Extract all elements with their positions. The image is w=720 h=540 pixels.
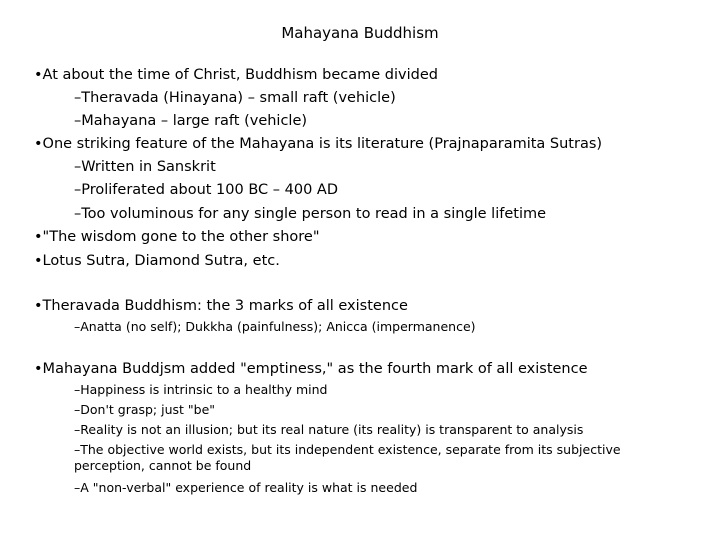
sub-three-marks-list: –Anatta (no self); Dukkha (painfulness); Anicca (impermanence) xyxy=(74,319,476,334)
bullet-wisdom: •"The wisdom gone to the other shore" xyxy=(34,229,320,245)
sub-mahayana-raft: –Mahayana – large raft (vehicle) xyxy=(74,113,308,129)
bullet-sutras: •Lotus Sutra, Diamond Sutra, etc. xyxy=(34,253,280,269)
bullet-divided: •At about the time of Christ, Buddhism became divided xyxy=(34,67,438,83)
sub-reality: –Reality is not an illusion; but its real nature (its reality) is transparent to analysis xyxy=(74,422,584,437)
bullet-three-marks: •Theravada Buddhism: the 3 marks of all existence xyxy=(34,298,408,314)
slide-title: Mahayana Buddhism xyxy=(281,24,439,42)
sub-theravada-raft: –Theravada (Hinayana) – small raft (vehicle) xyxy=(74,90,396,106)
sub-voluminous: –Too voluminous for any single person to read in a single lifetime xyxy=(74,206,547,222)
sub-happiness: –Happiness is intrinsic to a healthy mind xyxy=(74,382,328,397)
sub-non-verbal: –A "non-verbal" experience of reality is what is needed xyxy=(74,480,418,495)
sub-sanskrit: –Written in Sanskrit xyxy=(74,159,216,175)
bullet-literature: •One striking feature of the Mahayana is its literature (Prajnaparamita Sutras) xyxy=(34,136,603,152)
bullet-emptiness: •Mahayana Buddjsm added "emptiness," as the fourth mark of all existence xyxy=(34,361,588,377)
sub-proliferated: –Proliferated about 100 BC – 400 AD xyxy=(74,182,338,198)
sub-objective-world: –The objective world exists, but its independent existence, separate from its subjective perception, cannot be found xyxy=(74,442,621,473)
sub-dont-grasp: –Don't grasp; just "be" xyxy=(74,402,216,417)
